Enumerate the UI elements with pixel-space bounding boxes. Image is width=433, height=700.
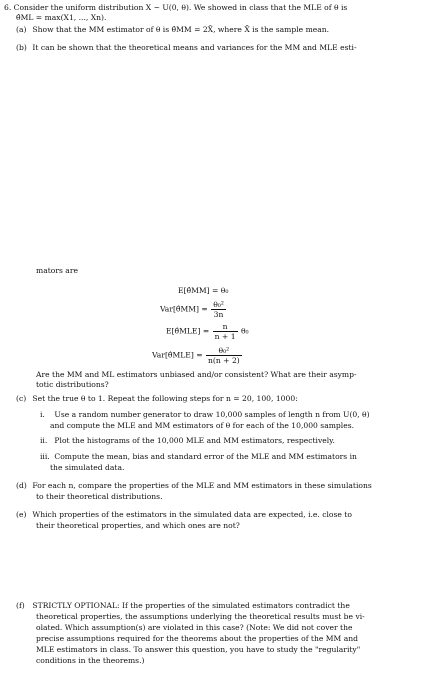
part-a bbox=[16, 25, 426, 35]
part-f-label: (f) bbox=[16, 601, 25, 610]
part-c-i-line1: Use a random number generator to draw 10,000 samples of length n from U(0, θ) bbox=[54, 410, 370, 419]
part-c bbox=[16, 394, 426, 404]
eq-mle-mean-den: n + 1 bbox=[214, 332, 236, 341]
eq-mle-var-frac bbox=[206, 346, 242, 365]
part-b bbox=[16, 43, 426, 53]
part-c-ii-label: ii. bbox=[40, 436, 48, 445]
eq-mm-mean: E[θ̂MM] = θ₀ bbox=[178, 286, 229, 295]
part-e-line2: their theoretical properties, and which ones are not? bbox=[36, 521, 240, 530]
eq-mm-var bbox=[160, 300, 227, 319]
part-b-label: (b) bbox=[16, 43, 27, 52]
eq-mle-mean-frac bbox=[213, 322, 238, 341]
eq-mle-var-lhs: Var[θ̂MLE] = bbox=[152, 350, 203, 360]
part-c-iii-line1: Compute the mean, bias and standard error of the MLE and MM estimators in bbox=[54, 452, 357, 461]
part-c-text: Set the true θ to 1. Repeat the following steps for n = 20, 100, 1000: bbox=[32, 394, 298, 403]
eq-mm-var-frac bbox=[211, 300, 226, 319]
part-c-i-label: i. bbox=[40, 410, 45, 419]
part-b-question-line1: Are the MM and ML estimators unbiased and/or consistent? What are their asymp- bbox=[36, 370, 357, 379]
problem-intro-line2: θ̂ML = max(X1, ..., Xn). bbox=[16, 13, 107, 23]
part-d-line2: to their theoretical distributions. bbox=[36, 492, 163, 501]
part-b-question bbox=[36, 370, 426, 391]
problem-intro-text: Consider the uniform distribution X ~ U(0, θ). We showed in class that the MLE of θ is bbox=[13, 3, 348, 12]
part-d-line1: For each n, compare the properties of the MLE and MM estimators in these simulations bbox=[32, 481, 372, 490]
problem-intro-line1 bbox=[4, 3, 429, 13]
part-b-text-line1: It can be shown that the theoretical means and variances for the MM and MLE esti- bbox=[32, 43, 357, 52]
blank-gap bbox=[0, 82, 433, 270]
part-c-i-line2: and compute the MLE and MM estimators of θ for each of the 10,000 samples. bbox=[50, 421, 355, 430]
part-f-line1: STRICTLY OPTIONAL: If the properties of the simulated estimators contradict the bbox=[32, 601, 350, 610]
eq-mm-var-den: 3n bbox=[213, 310, 224, 319]
part-f-line5: MLE estimators in class. To answer this question, you have to study the "regularity" bbox=[36, 645, 361, 654]
part-f-line6: conditions in the theorems.) bbox=[36, 656, 145, 665]
part-f-line2: theoretical properties, the assumptions underlying the theoretical results must be vi- bbox=[36, 612, 365, 621]
eq-mle-mean bbox=[166, 322, 249, 341]
part-a-text: Show that the MM estimator of θ is θ̂MM = 2X̄, where X̄ is the sample mean. bbox=[32, 25, 330, 34]
part-f bbox=[16, 601, 426, 611]
part-c-ii bbox=[38, 436, 426, 446]
part-f-line4: precise assumptions required for the theorems about the properties of the MM and bbox=[36, 634, 359, 643]
eq-mm-var-num: θ₀² bbox=[213, 300, 224, 309]
eq-mle-mean-lhs: E[θ̂MLE] = bbox=[166, 326, 210, 336]
part-c-ii-text: Plot the histograms of the 10,000 MLE and MM estimators, respectively. bbox=[54, 436, 335, 445]
part-c-label: (c) bbox=[16, 394, 27, 403]
part-e-label: (e) bbox=[16, 510, 27, 519]
eq-mle-var-den: n(n + 2) bbox=[208, 356, 240, 365]
part-e bbox=[16, 510, 426, 520]
part-e-line1: Which properties of the estimators in the simulated data are expected, i.e. close to bbox=[32, 510, 352, 519]
eq-mle-mean-num: n bbox=[213, 322, 238, 332]
part-d bbox=[16, 481, 426, 491]
part-b-question-line2: totic distributions? bbox=[36, 380, 109, 390]
part-a-label: (a) bbox=[16, 25, 27, 34]
part-c-i bbox=[38, 410, 426, 420]
part-f-line3: olated. Which assumption(s) are violated in this case? (Note: We did not cover the bbox=[36, 623, 353, 632]
eq-mle-var bbox=[152, 346, 243, 365]
problem-intro bbox=[4, 3, 429, 24]
eq-mle-mean-tail: θ₀ bbox=[240, 326, 249, 336]
part-c-iii-line2: the simulated data. bbox=[50, 463, 125, 472]
eq-mle-var-num: θ₀² bbox=[206, 346, 242, 356]
part-c-iii-label: iii. bbox=[40, 452, 50, 461]
part-c-iii bbox=[38, 452, 426, 462]
eq-mm-var-lhs: Var[θ̂MM] = bbox=[160, 304, 208, 314]
part-b-text-line2: mators are bbox=[36, 266, 78, 275]
problem-number: 6. bbox=[4, 3, 12, 12]
part-d-label: (d) bbox=[16, 481, 27, 490]
